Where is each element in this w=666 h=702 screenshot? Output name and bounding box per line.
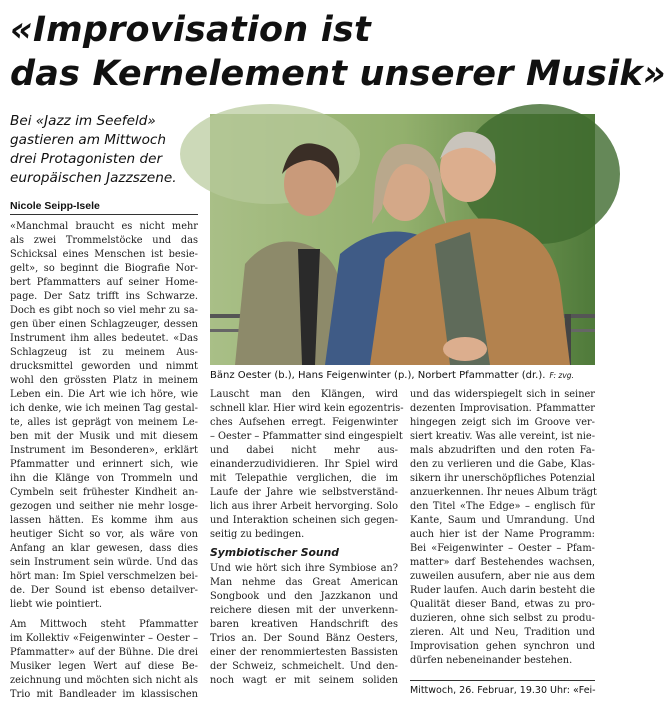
byline-divider — [10, 214, 198, 215]
text-line: te, alles ist geprägt von meinem Le- — [10, 417, 198, 428]
text-line: Anfang an klar gewesen, dass dies — [10, 543, 198, 554]
text-line: sein Instrument sein würde. Und das — [10, 557, 198, 568]
subheading: Symbiotischer Sound — [210, 546, 339, 559]
text-line: schnell klar. Hier wird kein egozentris- — [210, 403, 404, 414]
text-line: auch hier ist der Name Programm: — [410, 529, 595, 540]
article-column-1 — [10, 220, 198, 702]
text-line: mit Telepathie verglichen, die im — [210, 473, 398, 484]
text-line: Kante, Saum und Umrandung. Und — [410, 515, 595, 526]
text-line: Trios an. Der Sound Bänz Oesters, — [210, 633, 398, 644]
text-line: dürfen nebeneinander bestehen. — [410, 655, 573, 666]
text-line: Qualität dieser Band, etwas zu pro- — [410, 599, 595, 610]
article-column-3 — [410, 388, 595, 668]
band-photo — [210, 114, 595, 365]
text-line: Doch es gibt noch so viel mehr zu sa- — [10, 305, 198, 316]
text-line: Und wie hört sich ihre Symbiose an? — [210, 563, 398, 574]
text-line: de. Der Sound ist ebenso detailver- — [10, 585, 198, 596]
text-line: Man nehme das Great American — [210, 577, 398, 588]
text-line: Pfammatter und erinnert sich, wie — [10, 459, 198, 470]
text-line: Laufe der Jahre wie selbstverständ- — [210, 487, 398, 498]
text-line: siert kreativ. Was alle vereint, ist nie- — [410, 431, 596, 442]
text-line: Am Mittwoch steht Pfammatter — [10, 619, 198, 630]
band-photo-illustration — [210, 114, 595, 365]
text-line: gen über einen Schlagzeuger, dessen — [10, 319, 198, 330]
text-line: den Titel «The Edge» – englisch für — [410, 501, 595, 512]
event-info: Mittwoch, 26. Februar, 19.30 Uhr: «Fei- — [410, 685, 596, 696]
text-line: lich aus ihrer Arbeit hervorging. Solo — [210, 501, 398, 512]
text-line: hingegen zeigt sich im Groove ver- — [410, 417, 595, 428]
text-line: matter» darf Bestehendes wachsen, — [410, 557, 595, 568]
author-byline: Nicole Seipp-Isele — [10, 200, 100, 212]
text-line: drucksmittel geworden und nimmt — [10, 361, 198, 372]
text-line: Songbook und den Jazzkanon und — [210, 591, 398, 602]
text-line: bert Pfammatters auf seiner Home- — [10, 277, 198, 288]
text-line: Improvisation gehen synchron und — [410, 641, 595, 652]
photo-credit: F: zvg. — [549, 371, 574, 380]
text-line: den zu verlieren und die Gabe, Klas- — [410, 459, 595, 470]
text-line: einer der renommiertesten Bassisten — [210, 647, 398, 658]
text-line: im Kollektiv «Feigenwinter – Oester – — [10, 633, 198, 644]
text-line: baren kreativen Handschrift des — [210, 619, 398, 630]
headline-line-2: das Kernelement unserer Musik» — [10, 54, 666, 94]
text-line: «Manchmal braucht es nicht mehr — [10, 221, 198, 232]
lead-line: europäischen Jazzszene. — [10, 170, 177, 186]
text-line: und Interaktion scheinen sich gegen- — [210, 515, 398, 526]
text-line: ben mit der Musik und mit diesem — [10, 431, 198, 442]
text-line: wohl den grössten Platz in meinem — [10, 375, 198, 386]
text-line: zieren. Alt und Neu, Tradition und — [410, 627, 595, 638]
lead-line: drei Protagonisten der — [10, 151, 163, 167]
text-line: heutiger Sicht so vor, als wäre von — [10, 529, 198, 540]
event-info-divider — [410, 680, 595, 681]
text-line: ches Aufsehen erregt. Feigenwinter — [210, 417, 398, 428]
text-line: anzuerkennen. Ihr neues Album trägt — [410, 487, 597, 498]
text-line: einanderzudividieren. Ihr Spiel wird — [210, 459, 398, 470]
text-line: Schicksal eines Menschen ist besie- — [10, 249, 198, 260]
text-line: mals abzudriften und den roten Fa- — [410, 445, 595, 456]
text-line: und dabei nicht mehr aus- — [210, 445, 398, 456]
text-line: hört man: Im Spiel verschmelzen bei- — [10, 571, 198, 582]
text-line: duzieren, ohne sich selbst zu produ- — [410, 613, 595, 624]
lead-line: gastieren am Mittwoch — [10, 132, 166, 148]
text-line: – Oester – Pfammatter sind eingespielt — [210, 431, 403, 442]
text-line: Lauscht man den Klängen, wird — [210, 389, 398, 400]
text-line: der Schweiz, schmeichelt. Und den- — [210, 661, 398, 672]
article-column-2 — [210, 388, 404, 688]
lead-line: Bei «Jazz im Seefeld» — [10, 113, 156, 129]
text-line: noch wagt er mit seinem soliden — [210, 675, 398, 686]
headline — [10, 8, 666, 96]
text-line: Trio mit Bandleader im klassischen — [10, 689, 198, 700]
text-line: dezenten Improvisation. Pfammatter — [410, 403, 595, 414]
text-line: liebt wie pointiert. — [10, 599, 103, 610]
photo-caption-text: Bänz Oester (b.), Hans Feigenwinter (p.), Norbert Pfammatter (dr.). — [210, 370, 546, 381]
photo-caption — [210, 369, 595, 382]
text-line: ich denke, wie ich meinen Tag gestal- — [10, 403, 198, 414]
text-line: lassen hätten. Es komme ihm aus — [10, 515, 198, 526]
text-line: page. Der Satz trifft ins Schwarze. — [10, 291, 198, 302]
text-line: Ruder laufen. Auch darin besteht die — [410, 585, 595, 596]
text-line: Pfammatter» auf der Bühne. Die drei — [10, 647, 198, 658]
text-line: zeichnung und möchten sich nicht als — [10, 675, 198, 686]
text-line: Instrument ihm alles bedeutet. «Das — [10, 333, 198, 344]
text-line: Instrument im Besonderen», erklärt — [10, 445, 198, 456]
lead-text — [10, 112, 200, 188]
text-line: Leben ein. Die Art wie ich höre, wie — [10, 389, 198, 400]
text-line: sikern ihr unerschöpfliches Potenzial — [410, 473, 595, 484]
text-line: Cymbeln seit frühester Kindheit an- — [10, 487, 198, 498]
text-line: Schlagzeug ist zu meinem Aus- — [10, 347, 198, 358]
text-line: gezogen und seither nie mehr losge- — [10, 501, 198, 512]
headline-line-1: «Improvisation ist — [10, 10, 371, 50]
text-line: gelt», so beginnt die Biografie Nor- — [10, 263, 198, 274]
text-line: zuweilen ausufern, aber nie aus dem — [410, 571, 595, 582]
text-line: seitig zu bedingen. — [210, 529, 305, 540]
text-line: ihn die Klänge von Trommeln und — [10, 473, 198, 484]
text-line: Bei «Feigenwinter – Oester – Pfam- — [410, 543, 595, 554]
text-line: als zwei Trommelstöcke und das — [10, 235, 198, 246]
text-line: reichere diesen mit der unverkenn- — [210, 605, 398, 616]
text-line: und das widerspiegelt sich in seiner — [410, 389, 595, 400]
text-line: Musiker legen Wert auf diese Be- — [10, 661, 198, 672]
